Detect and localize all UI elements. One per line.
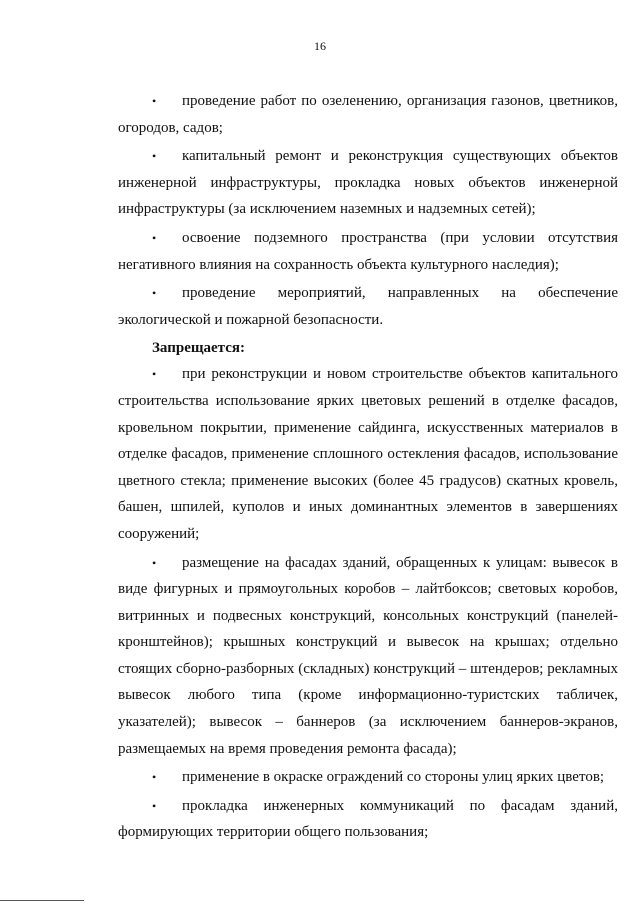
page-number: 16 [314, 39, 326, 53]
bullet-icon: • [152, 798, 157, 813]
bullet-icon: • [152, 149, 157, 164]
footnote-divider [0, 900, 84, 901]
list-item-prohibited-1 [118, 361, 618, 547]
bullet-icon: • [152, 555, 157, 570]
list-item-prohibited-3 [118, 764, 618, 791]
list-item-text: капитальный ремонт и реконструкция существующих объектов инженерной инфраструктуры, прокладка новых объектов инженерной инфраструктуры (за исключением наземных и надземных сетей); [118, 148, 618, 218]
document-body [118, 88, 618, 846]
list-item-text: при реконструкции и новом строительстве объектов капитального строительства использование ярких цветовых решений в отделке фасадов, кровельном покрытии, применение сайдинга, искусственных материалов в отделке фасадов, применение сплошного остекления фасадов, использование цветного стекла; применение высоких (более 45 градусов) скатных кровель, башен, шпилей, куполов и иных доминантных элементов в завершениях сооружений; [118, 366, 618, 542]
bullet-icon: • [152, 770, 157, 785]
list-item-allowed-4 [118, 280, 618, 333]
list-item-allowed-2 [118, 143, 618, 223]
bullet-icon: • [152, 230, 157, 245]
list-item-text: освоение подземного пространства (при условии отсутствия негативного влияния на сохранность объекта культурного наследия); [118, 229, 618, 273]
list-item-text: применение в окраске ограждений со стороны улиц ярких цветов; [182, 769, 605, 786]
list-item-text: проведение работ по озеленению, организация газонов, цветников, огородов, садов; [118, 93, 618, 136]
list-item-text: проведение мероприятий, направленных на обеспечение экологической и пожарной безопасности. [118, 285, 618, 328]
list-item-text: размещение на фасадах зданий, обращенных к улицам: вывесок в виде фигурных и прямоугольных коробов – лайтбоксов; световых коробов, витринных и подвесных конструкций, консольных конструкций (панелей-кронштейнов); крышных конструкций и вывесок на крышах; отдельно стоящих сборно-разборных (складных) конструкций – штендеров; рекламных вывесок любого типа (кроме информационно-туристских табличек, указателей); вывесок – баннеров (за исключением баннеров-экранов, размещаемых на время проведения ремонта фасада); [118, 554, 618, 757]
list-item-allowed-1 [118, 88, 618, 141]
bullet-icon: • [152, 367, 157, 382]
list-item-text: прокладка инженерных коммуникаций по фасадам зданий, формирующих территории общего пользования; [118, 797, 618, 841]
list-item-prohibited-4 [118, 793, 618, 846]
list-item-allowed-3 [118, 225, 618, 278]
bullet-icon: • [152, 286, 157, 301]
bullet-icon: • [152, 94, 157, 108]
section-heading-prohibited: Запрещается: [152, 340, 246, 357]
list-item-prohibited-2 [118, 550, 618, 763]
